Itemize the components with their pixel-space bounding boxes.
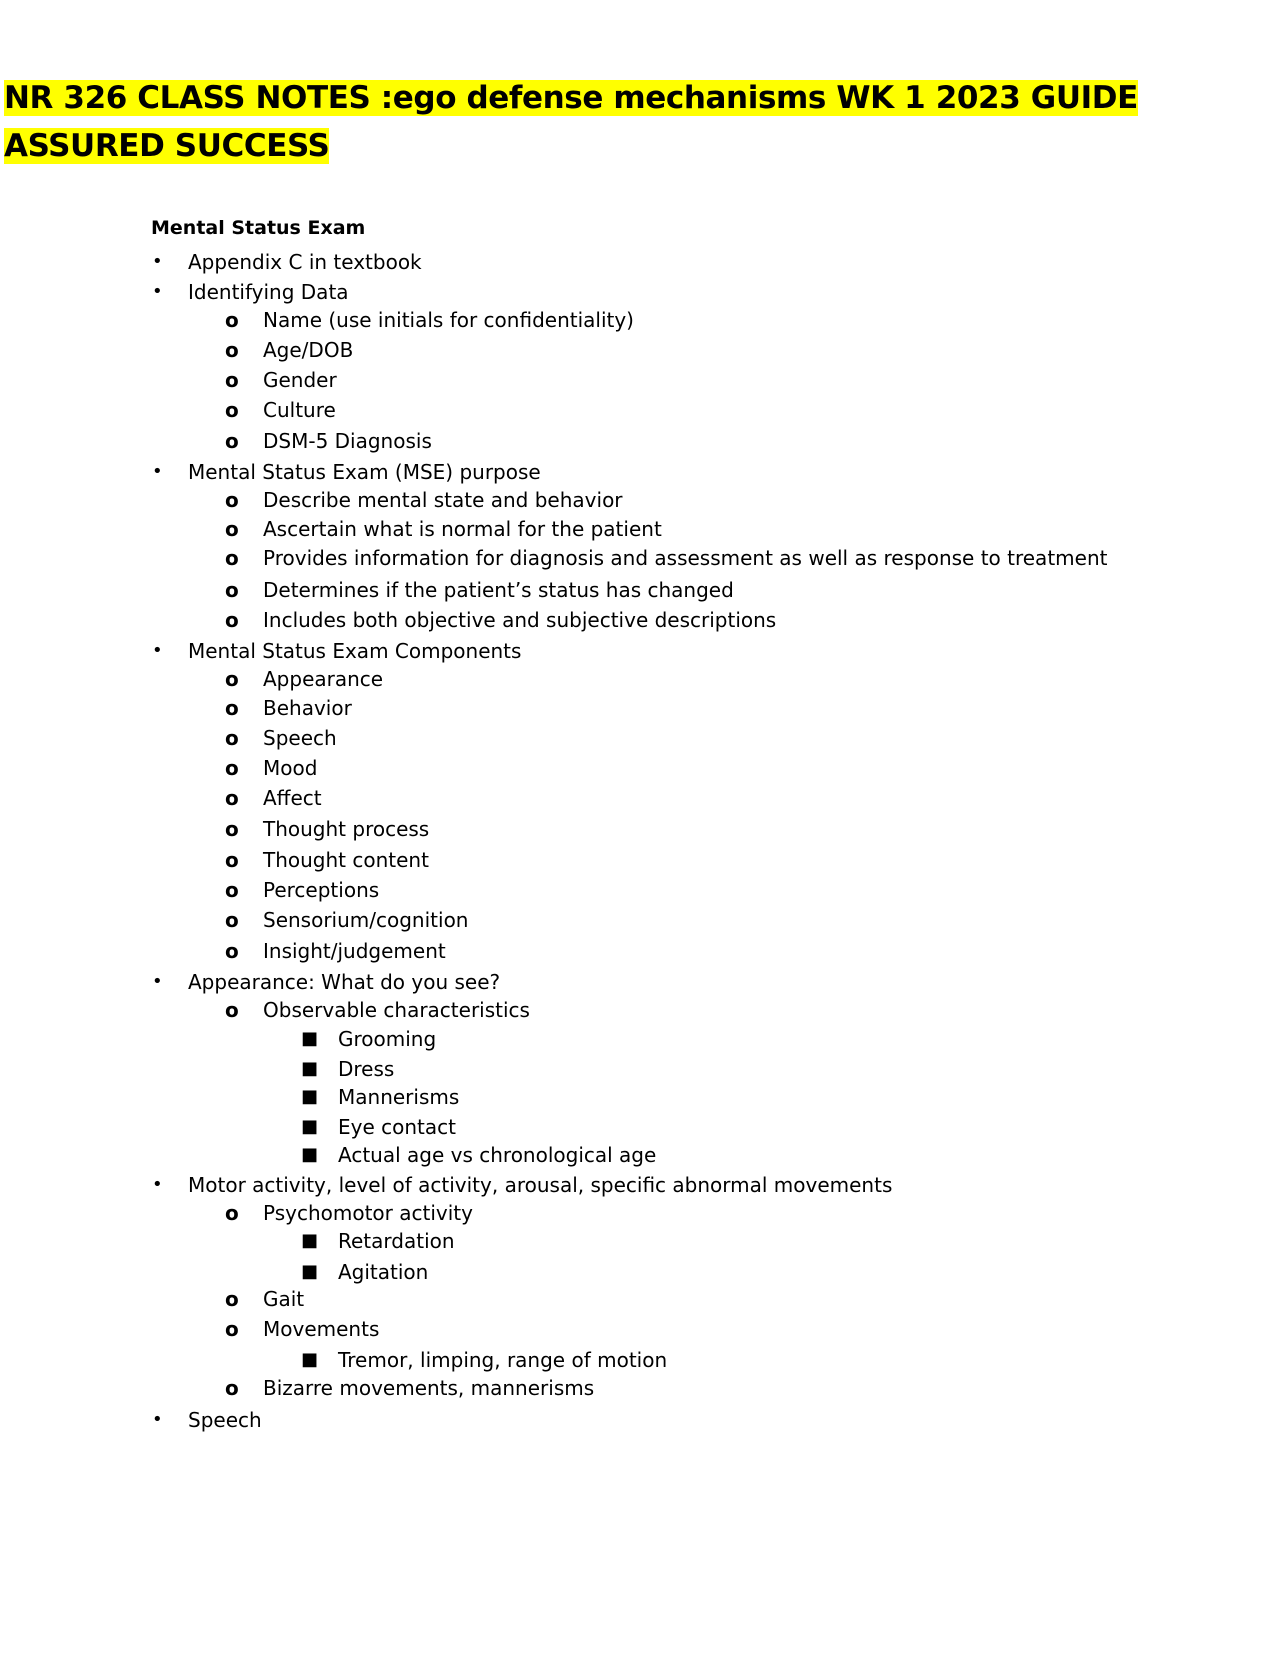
square-bullet-icon: ■ [301,1086,319,1107]
circle-bullet-icon: o [225,398,239,422]
outline-item-text: Mannerisms [338,1085,460,1109]
outline-item-text: Behavior [263,696,352,720]
circle-bullet-icon: o [225,726,239,750]
circle-bullet-icon: o [225,1317,239,1341]
circle-bullet-icon: o [225,786,239,810]
circle-bullet-icon: o [225,338,239,362]
outline-item-text: Actual age vs chronological age [338,1143,657,1167]
circle-bullet-icon: o [225,368,239,392]
circle-bullet-icon: o [225,1376,239,1400]
outline-item-text: Bizarre movements, mannerisms [263,1376,595,1400]
outline-item-text: Speech [188,1408,262,1432]
circle-bullet-icon: o [225,308,239,332]
outline-item-text: Retardation [338,1229,455,1253]
outline-item-text: Affect [263,786,322,810]
circle-bullet-icon: o [225,848,239,872]
outline-item-text: Mood [263,756,318,780]
document-title [4,74,1234,170]
outline-item-text: Dress [338,1057,395,1081]
outline-item-text: Determines if the patient’s status has changed [263,578,734,602]
bullet-icon: • [152,251,163,272]
outline-item-text: DSM-5 Diagnosis [263,429,432,453]
circle-bullet-icon: o [225,578,239,602]
outline-item-text: Describe mental state and behavior [263,488,623,512]
outline-item-text: Movements [263,1317,380,1341]
outline-item-text: Culture [263,398,336,422]
circle-bullet-icon: o [225,1201,239,1225]
outline-item-text: Mental Status Exam (MSE) purpose [188,460,541,484]
outline-item-text: Sensorium/cognition [263,908,469,932]
outline-item-text: Psychomotor activity [263,1201,473,1225]
circle-bullet-icon: o [225,908,239,932]
circle-bullet-icon: o [225,429,239,453]
outline-item-text: Gender [263,368,337,392]
square-bullet-icon: ■ [301,1028,319,1049]
outline-item-text: Identifying Data [188,280,349,304]
bullet-icon: • [152,640,163,661]
outline-item-text: Observable characteristics [263,998,530,1022]
outline-item-text: Thought content [263,848,429,872]
circle-bullet-icon: o [225,488,239,512]
document-title-text: NR 326 CLASS NOTES :ego defense mechanisms WK 1 2023 GUIDE ASSURED SUCCESS [4,80,1138,164]
outline-item-text: Age/DOB [263,338,354,362]
outline-item-text: Provides information for diagnosis and assessment as well as response to treatment [263,546,1108,570]
outline-item-text: Eye contact [338,1115,456,1139]
circle-bullet-icon: o [225,608,239,632]
outline-item-text: Agitation [338,1260,429,1284]
circle-bullet-icon: o [225,878,239,902]
outline-item-text: Mental Status Exam Components [188,639,522,663]
circle-bullet-icon: o [225,546,239,570]
outline-item-text: Ascertain what is normal for the patient [263,517,662,541]
circle-bullet-icon: o [225,517,239,541]
outline-item-text: Includes both objective and subjective descriptions [263,608,777,632]
outline-item-text: Appearance: What do you see? [188,970,501,994]
outline-item-text: Name (use initials for confidentiality) [263,308,634,332]
square-bullet-icon: ■ [301,1349,319,1370]
circle-bullet-icon: o [225,667,239,691]
circle-bullet-icon: o [225,939,239,963]
circle-bullet-icon: o [225,998,239,1022]
outline-item-text: Appearance [263,667,384,691]
circle-bullet-icon: o [225,1287,239,1311]
square-bullet-icon: ■ [301,1144,319,1165]
square-bullet-icon: ■ [301,1230,319,1251]
outline-item-text: Insight/judgement [263,939,446,963]
bullet-icon: • [152,1174,163,1195]
bullet-icon: • [152,971,163,992]
circle-bullet-icon: o [225,696,239,720]
outline-item-text: Thought process [263,817,430,841]
square-bullet-icon: ■ [301,1261,319,1282]
bullet-icon: • [152,1409,163,1430]
bullet-icon: • [152,461,163,482]
outline-item-text: Grooming [338,1027,437,1051]
circle-bullet-icon: o [225,817,239,841]
section-heading: Mental Status Exam [151,217,366,239]
outline-item-text: Tremor, limping, range of motion [338,1348,668,1372]
outline-item-text: Gait [263,1287,305,1311]
outline-item-text: Speech [263,726,337,750]
square-bullet-icon: ■ [301,1116,319,1137]
outline-item-text: Appendix C in textbook [188,250,422,274]
outline-item-text: Motor activity, level of activity, arousal, specific abnormal movements [188,1173,893,1197]
square-bullet-icon: ■ [301,1058,319,1079]
outline-item-text: Perceptions [263,878,380,902]
circle-bullet-icon: o [225,756,239,780]
bullet-icon: • [152,281,163,302]
